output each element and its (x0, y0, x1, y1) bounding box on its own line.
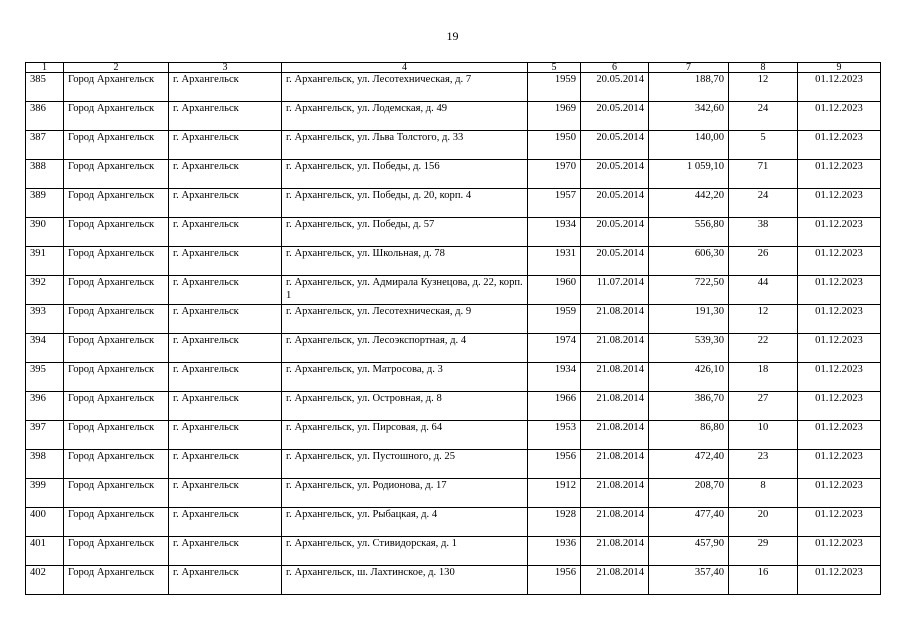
year-built-cell: 1928 (528, 508, 581, 537)
row-number-cell: 400 (26, 508, 64, 537)
settlement-cell: г. Архангельск (169, 392, 282, 421)
address-cell: г. Архангельск, ул. Пустошного, д. 25 (282, 450, 528, 479)
address-cell: г. Архангельск, ул. Победы, д. 20, корп. 4 (282, 189, 528, 218)
year-built-cell: 1966 (528, 392, 581, 421)
area-cell: 606,30 (649, 247, 729, 276)
date-cell: 20.05.2014 (581, 160, 649, 189)
date-cell: 21.08.2014 (581, 421, 649, 450)
year-built-cell: 1969 (528, 102, 581, 131)
area-cell: 191,30 (649, 305, 729, 334)
year-built-cell: 1950 (528, 131, 581, 160)
municipality-cell: Город Архангельск (64, 189, 169, 218)
municipality-cell: Город Архангельск (64, 305, 169, 334)
address-cell: г. Архангельск, ул. Лодемская, д. 49 (282, 102, 528, 131)
row-number-cell: 393 (26, 305, 64, 334)
settlement-cell: г. Архангельск (169, 508, 282, 537)
count-cell: 16 (729, 566, 798, 595)
table-row (26, 363, 881, 392)
area-cell: 208,70 (649, 479, 729, 508)
deadline-cell: 01.12.2023 (798, 421, 881, 450)
year-built-cell: 1960 (528, 276, 581, 305)
row-number-cell: 394 (26, 334, 64, 363)
municipality-cell: Город Архангельск (64, 392, 169, 421)
municipality-cell: Город Архангельск (64, 131, 169, 160)
area-cell: 357,40 (649, 566, 729, 595)
address-cell: г. Архангельск, ул. Лесотехническая, д. 9 (282, 305, 528, 334)
area-cell: 457,90 (649, 537, 729, 566)
count-cell: 44 (729, 276, 798, 305)
deadline-cell: 01.12.2023 (798, 102, 881, 131)
deadline-cell: 01.12.2023 (798, 334, 881, 363)
year-built-cell: 1957 (528, 189, 581, 218)
address-cell: г. Архангельск, ул. Победы, д. 57 (282, 218, 528, 247)
deadline-cell: 01.12.2023 (798, 276, 881, 305)
date-cell: 20.05.2014 (581, 131, 649, 160)
column-header: 6 (581, 63, 649, 73)
table-row (26, 276, 881, 305)
year-built-cell: 1931 (528, 247, 581, 276)
year-built-cell: 1912 (528, 479, 581, 508)
settlement-cell: г. Архангельск (169, 102, 282, 131)
address-cell: г. Архангельск, ул. Адмирала Кузнецова, д. 22, корп. 1 (282, 276, 528, 305)
settlement-cell: г. Архангельск (169, 305, 282, 334)
deadline-cell: 01.12.2023 (798, 566, 881, 595)
deadline-cell: 01.12.2023 (798, 479, 881, 508)
deadline-cell: 01.12.2023 (798, 189, 881, 218)
column-header: 4 (282, 63, 528, 73)
municipality-cell: Город Архангельск (64, 508, 169, 537)
column-header: 9 (798, 63, 881, 73)
row-number-cell: 390 (26, 218, 64, 247)
count-cell: 12 (729, 73, 798, 102)
column-header: 1 (26, 63, 64, 73)
row-number-cell: 387 (26, 131, 64, 160)
year-built-cell: 1934 (528, 218, 581, 247)
municipality-cell: Город Архангельск (64, 334, 169, 363)
table-row (26, 73, 881, 102)
date-cell: 20.05.2014 (581, 247, 649, 276)
row-number-cell: 388 (26, 160, 64, 189)
date-cell: 21.08.2014 (581, 392, 649, 421)
table-row (26, 218, 881, 247)
year-built-cell: 1959 (528, 73, 581, 102)
date-cell: 21.08.2014 (581, 450, 649, 479)
table-row (26, 247, 881, 276)
address-cell: г. Архангельск, ул. Школьная, д. 78 (282, 247, 528, 276)
municipality-cell: Город Архангельск (64, 73, 169, 102)
municipality-cell: Город Архангельск (64, 537, 169, 566)
municipality-cell: Город Архангельск (64, 276, 169, 305)
address-cell: г. Архангельск, ул. Матросова, д. 3 (282, 363, 528, 392)
settlement-cell: г. Архангельск (169, 450, 282, 479)
count-cell: 22 (729, 334, 798, 363)
count-cell: 8 (729, 479, 798, 508)
date-cell: 21.08.2014 (581, 537, 649, 566)
settlement-cell: г. Архангельск (169, 131, 282, 160)
address-cell: г. Архангельск, ул. Островная, д. 8 (282, 392, 528, 421)
settlement-cell: г. Архангельск (169, 189, 282, 218)
table-row (26, 421, 881, 450)
year-built-cell: 1934 (528, 363, 581, 392)
table-row (26, 450, 881, 479)
table-row (26, 508, 881, 537)
area-cell: 342,60 (649, 102, 729, 131)
date-cell: 20.05.2014 (581, 189, 649, 218)
settlement-cell: г. Архангельск (169, 537, 282, 566)
row-number-cell: 402 (26, 566, 64, 595)
area-cell: 1 059,10 (649, 160, 729, 189)
table-row (26, 102, 881, 131)
municipality-cell: Город Архангельск (64, 102, 169, 131)
row-number-cell: 397 (26, 421, 64, 450)
count-cell: 5 (729, 131, 798, 160)
area-cell: 386,70 (649, 392, 729, 421)
date-cell: 20.05.2014 (581, 73, 649, 102)
date-cell: 21.08.2014 (581, 479, 649, 508)
area-cell: 722,50 (649, 276, 729, 305)
deadline-cell: 01.12.2023 (798, 450, 881, 479)
count-cell: 26 (729, 247, 798, 276)
address-cell: г. Архангельск, ул. Лесотехническая, д. 7 (282, 73, 528, 102)
count-cell: 27 (729, 392, 798, 421)
count-cell: 12 (729, 305, 798, 334)
address-cell: г. Архангельск, ул. Пирсовая, д. 64 (282, 421, 528, 450)
area-cell: 426,10 (649, 363, 729, 392)
date-cell: 21.08.2014 (581, 334, 649, 363)
table-row (26, 160, 881, 189)
count-cell: 24 (729, 102, 798, 131)
date-cell: 21.08.2014 (581, 305, 649, 334)
area-cell: 140,00 (649, 131, 729, 160)
table-row (26, 305, 881, 334)
row-number-cell: 398 (26, 450, 64, 479)
row-number-cell: 395 (26, 363, 64, 392)
address-cell: г. Архангельск, ш. Лахтинское, д. 130 (282, 566, 528, 595)
count-cell: 20 (729, 508, 798, 537)
table-row (26, 479, 881, 508)
municipality-cell: Город Архангельск (64, 479, 169, 508)
table-header (26, 63, 881, 73)
municipality-cell: Город Архангельск (64, 160, 169, 189)
deadline-cell: 01.12.2023 (798, 73, 881, 102)
settlement-cell: г. Архангельск (169, 73, 282, 102)
municipality-cell: Город Архангельск (64, 247, 169, 276)
settlement-cell: г. Архангельск (169, 334, 282, 363)
table-row (26, 334, 881, 363)
count-cell: 10 (729, 421, 798, 450)
deadline-cell: 01.12.2023 (798, 537, 881, 566)
area-cell: 556,80 (649, 218, 729, 247)
municipality-cell: Город Архангельск (64, 566, 169, 595)
header-row (26, 63, 881, 73)
column-header: 8 (729, 63, 798, 73)
table-row (26, 131, 881, 160)
settlement-cell: г. Архангельск (169, 276, 282, 305)
row-number-cell: 391 (26, 247, 64, 276)
settlement-cell: г. Архангельск (169, 479, 282, 508)
date-cell: 21.08.2014 (581, 566, 649, 595)
area-cell: 539,30 (649, 334, 729, 363)
count-cell: 18 (729, 363, 798, 392)
column-header: 3 (169, 63, 282, 73)
count-cell: 38 (729, 218, 798, 247)
row-number-cell: 386 (26, 102, 64, 131)
area-cell: 188,70 (649, 73, 729, 102)
settlement-cell: г. Архангельск (169, 247, 282, 276)
year-built-cell: 1974 (528, 334, 581, 363)
column-header: 7 (649, 63, 729, 73)
column-header: 2 (64, 63, 169, 73)
row-number-cell: 401 (26, 537, 64, 566)
registry-table (25, 62, 881, 595)
date-cell: 20.05.2014 (581, 102, 649, 131)
table-row (26, 392, 881, 421)
address-cell: г. Архангельск, ул. Победы, д. 156 (282, 160, 528, 189)
date-cell: 11.07.2014 (581, 276, 649, 305)
column-header: 5 (528, 63, 581, 73)
settlement-cell: г. Архангельск (169, 363, 282, 392)
table-row (26, 566, 881, 595)
year-built-cell: 1936 (528, 537, 581, 566)
municipality-cell: Город Архангельск (64, 450, 169, 479)
deadline-cell: 01.12.2023 (798, 160, 881, 189)
row-number-cell: 399 (26, 479, 64, 508)
count-cell: 23 (729, 450, 798, 479)
municipality-cell: Город Архангельск (64, 218, 169, 247)
row-number-cell: 385 (26, 73, 64, 102)
date-cell: 21.08.2014 (581, 363, 649, 392)
count-cell: 29 (729, 537, 798, 566)
address-cell: г. Архангельск, ул. Родионова, д. 17 (282, 479, 528, 508)
count-cell: 24 (729, 189, 798, 218)
address-cell: г. Архангельск, ул. Лесоэкспортная, д. 4 (282, 334, 528, 363)
deadline-cell: 01.12.2023 (798, 363, 881, 392)
municipality-cell: Город Архангельск (64, 421, 169, 450)
year-built-cell: 1956 (528, 450, 581, 479)
date-cell: 20.05.2014 (581, 218, 649, 247)
deadline-cell: 01.12.2023 (798, 131, 881, 160)
year-built-cell: 1970 (528, 160, 581, 189)
deadline-cell: 01.12.2023 (798, 508, 881, 537)
row-number-cell: 392 (26, 276, 64, 305)
table-row (26, 537, 881, 566)
area-cell: 472,40 (649, 450, 729, 479)
count-cell: 71 (729, 160, 798, 189)
row-number-cell: 396 (26, 392, 64, 421)
page-number: 19 (446, 29, 459, 43)
settlement-cell: г. Архангельск (169, 218, 282, 247)
row-number-cell: 389 (26, 189, 64, 218)
address-cell: г. Архангельск, ул. Стивидорская, д. 1 (282, 537, 528, 566)
year-built-cell: 1956 (528, 566, 581, 595)
deadline-cell: 01.12.2023 (798, 305, 881, 334)
address-cell: г. Архангельск, ул. Рыбацкая, д. 4 (282, 508, 528, 537)
settlement-cell: г. Архангельск (169, 566, 282, 595)
area-cell: 477,40 (649, 508, 729, 537)
deadline-cell: 01.12.2023 (798, 392, 881, 421)
area-cell: 442,20 (649, 189, 729, 218)
area-cell: 86,80 (649, 421, 729, 450)
municipality-cell: Город Архангельск (64, 363, 169, 392)
address-cell: г. Архангельск, ул. Льва Толстого, д. 33 (282, 131, 528, 160)
deadline-cell: 01.12.2023 (798, 218, 881, 247)
deadline-cell: 01.12.2023 (798, 247, 881, 276)
settlement-cell: г. Архангельск (169, 421, 282, 450)
date-cell: 21.08.2014 (581, 508, 649, 537)
year-built-cell: 1959 (528, 305, 581, 334)
table-row (26, 189, 881, 218)
year-built-cell: 1953 (528, 421, 581, 450)
table-body (26, 73, 881, 595)
settlement-cell: г. Архангельск (169, 160, 282, 189)
